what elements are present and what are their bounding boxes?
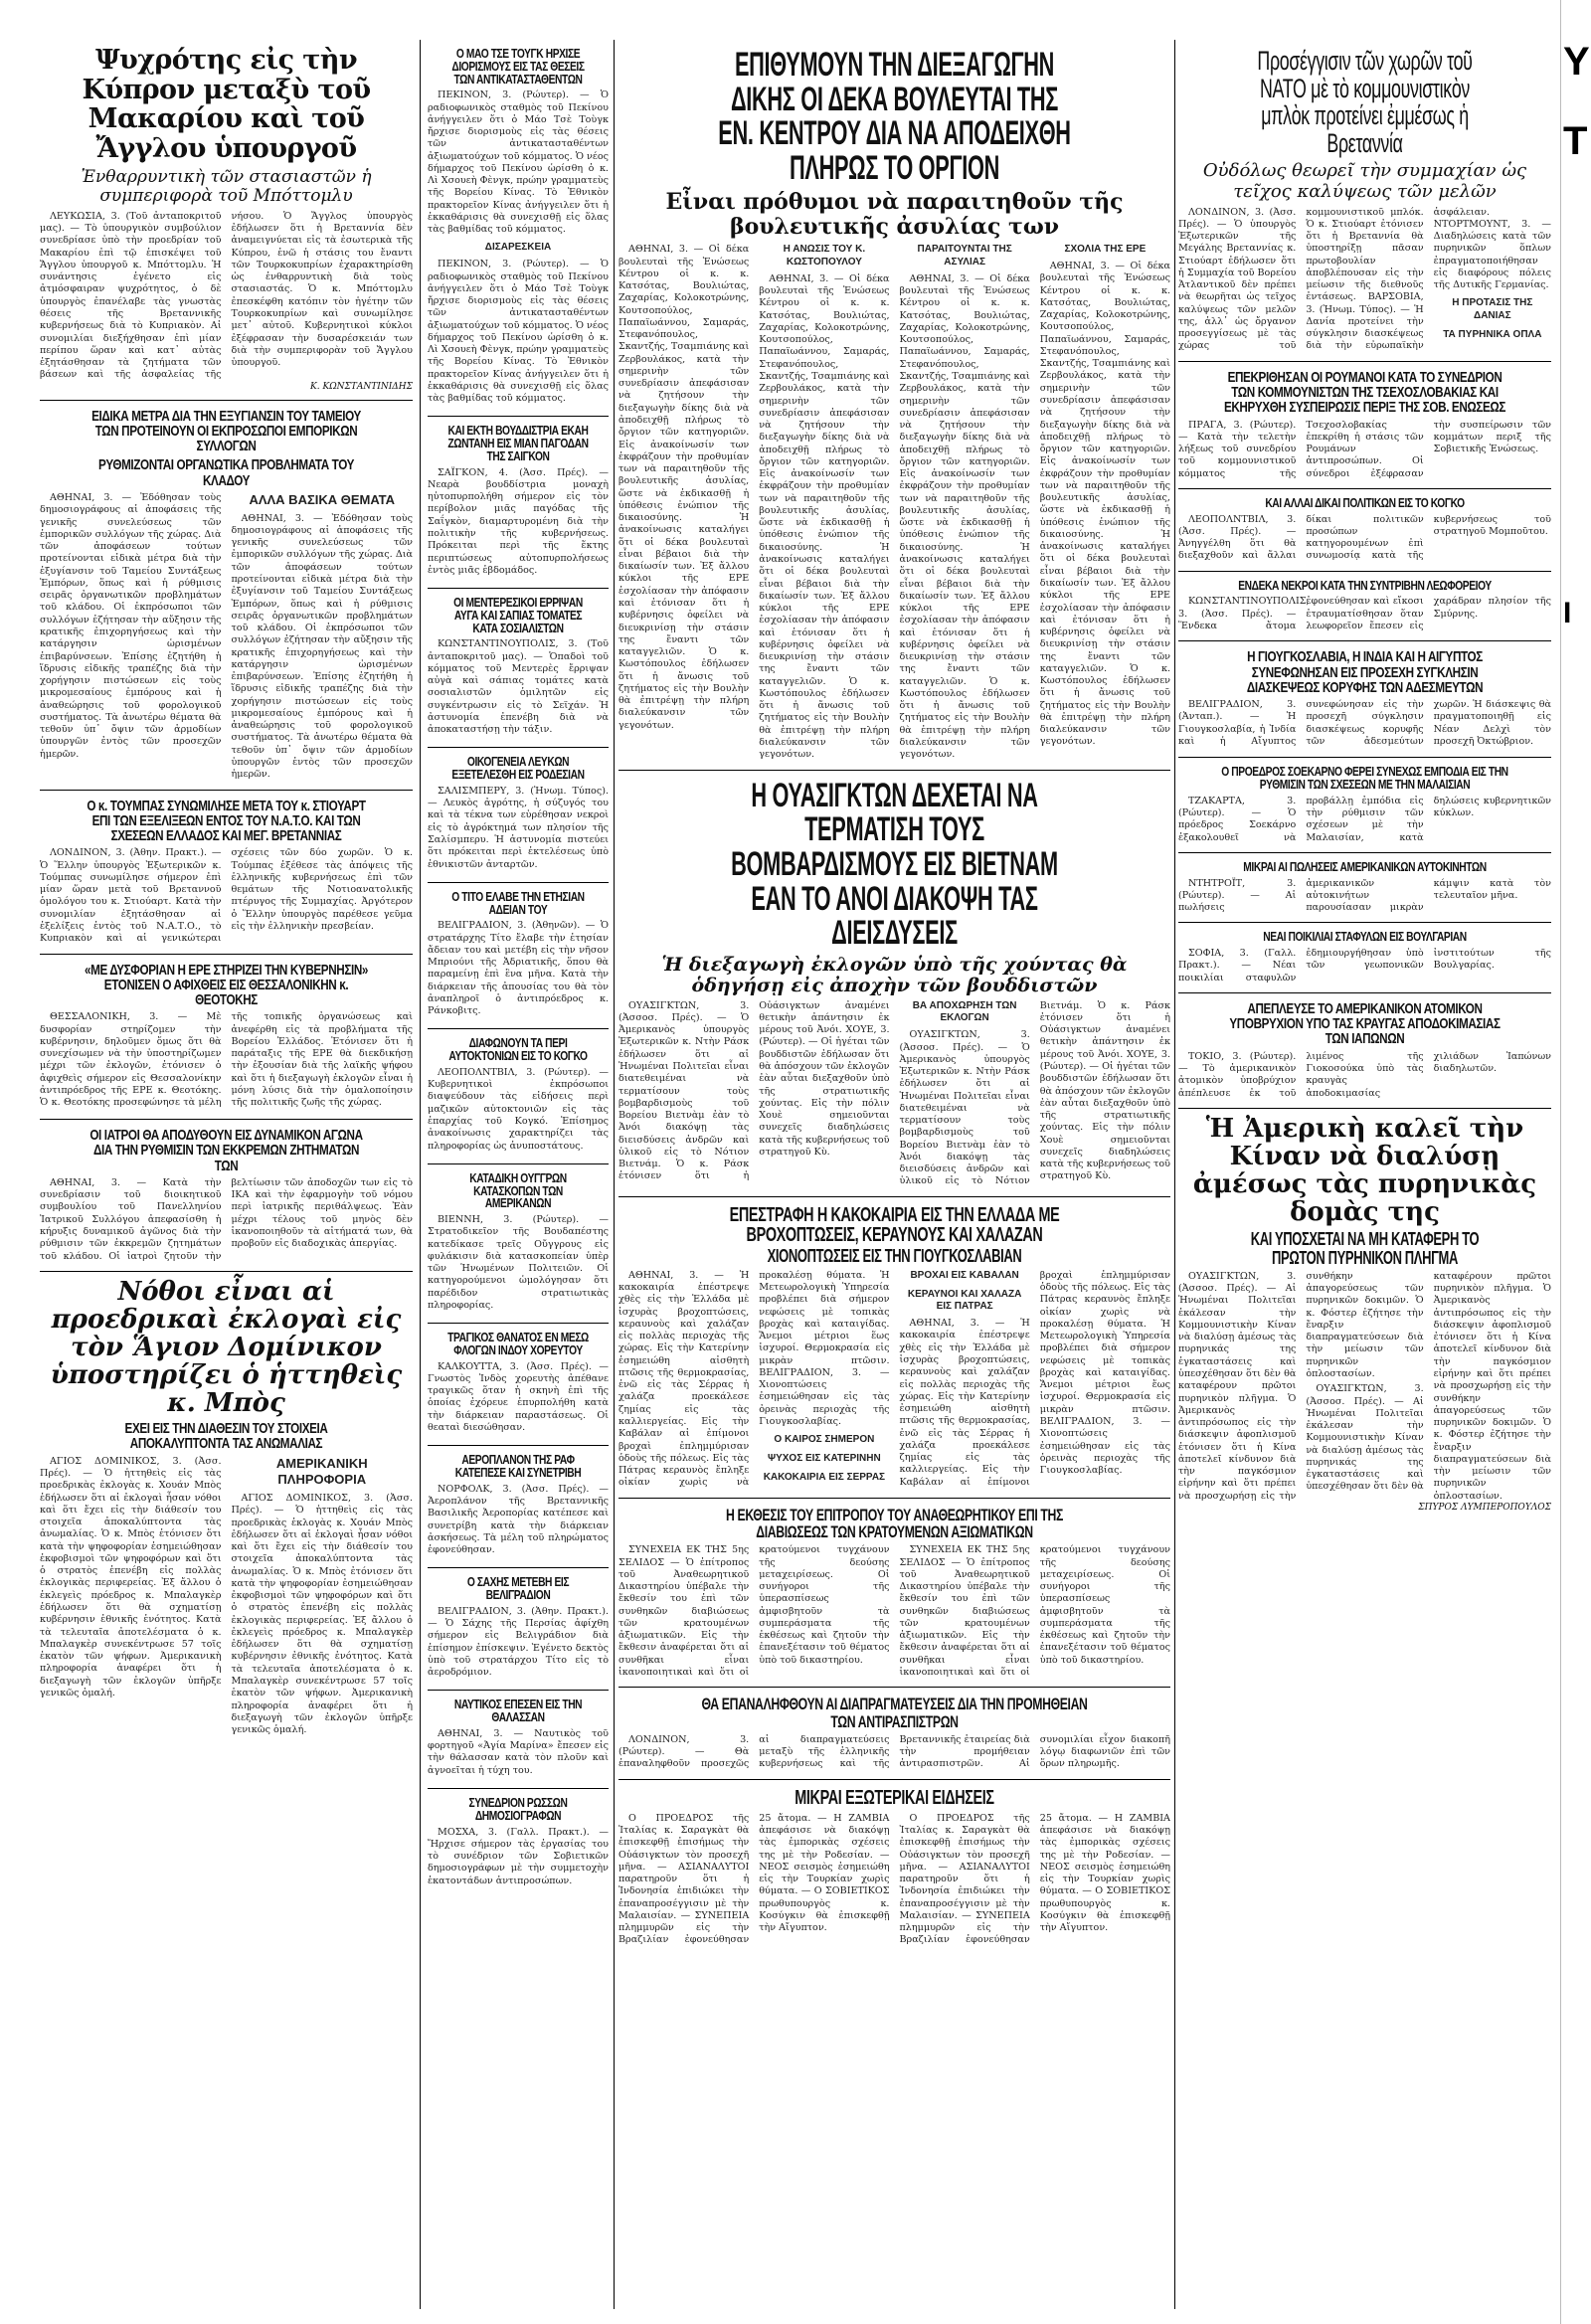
section-kicker: ΑΛΛΑ ΒΑΣΙΚΑ ΘΕΜΑΤΑ: [249, 492, 396, 508]
article-officers-report: [619, 1499, 1170, 1689]
headline: Ο ΣΑΧΗΣ ΜΕΤΕΒΗ ΕΙΣ ΒΕΛΙΓΡΑΔΙΟΝ: [466, 1575, 570, 1603]
article-negotiations: [619, 1688, 1170, 1780]
headline: Ἡ Ἀμερικὴ καλεῖ τὴν Κίναν νὰ διαλύσῃ ἀμέσως τὰς πυρηνικὰς δομὰς της: [1192, 1113, 1537, 1228]
headline: ΜΙΚΡΑΙ ΕΞΩΤΕΡΙΚΑΙ ΕΙΔΗΣΕΙΣ: [795, 1787, 994, 1810]
subheadline: Οὐδόλως θεωρεῖ τὴν συμμαχίαν ὡς τεῖχος καλύψεως τῶν μελῶν: [1202, 160, 1527, 202]
headline: ΕΠΕΣΤΡΑΦΗ Η ΚΑΚΟΚΑΙΡΙΑ ΕΙΣ ΤΗΝ ΕΛΛΑΔΑ ΜΕ ΒΡΟΧΟΠΤΩΣΕΙΣ, ΚΕΡΑΥΝΟΥΣ ΚΑΙ ΧΑΛΑΖΑΝ: [729, 1203, 1060, 1247]
article-body: [428, 467, 609, 577]
headline: Ψυχρότης εἰς τὴν Κύπρον μεταξὺ τοῦ Μακαρίου καὶ τοῦ Ἄγγλου ὑπουργοῦ: [82, 45, 371, 165]
headline: ΕΠΕΚΡΙΘΗΣΑΝ ΟΙ ΡΟΥΜΑΝΟΙ ΚΑΤΑ ΤΟ ΣΥΝΕΔΡΙΟΝ ΤΩΝ ΚΟΜΜΟΥΝΙΣΤΩΝ ΤΗΣ ΤΣΕΧΟΣΛΟΒΑΚΙΑΣ ΚΑΙ ΕΚΗΡΥΧΘΗ ΣΥΣΠΕΙΡΩΣΙΣ ΠΕΡΙΞ ΤΗΣ ΣΟΒ. ΕΝΩΣΕΩΣ: [1223, 368, 1506, 417]
paragraph: ΑΘΗΝΑΙ, 3. — Οἱ δέκα βουλευταὶ τῆς Ἑνώσεως Κέντρου οἱ κ. κ. Κατσότας, Βουλιώτας, Ζαχαρίας, Κολοκοτρώνης, Κουτσοπούλος, Παπαϊωάννου, Σαμαράς, Στεφανόπουλος, Σκαντζής, Τσαμπιάνης καὶ Ζερβουλάκος, κατὰ τὴν σημερινὴν τῶν συνεδρίασιν ἀπεφάσισαν νὰ ζητήσουν τὴν διεξαγωγὴν δίκης διὰ νὰ ἀποδειχθῇ πλήρως τὸ ὄργιον τῶν κατηγοριῶν. Εἰς ἀνακοίνωσίν των ἐκφράζουν τὴν προθυμίαν των νὰ παραιτηθοῦν τῆς βουλευτικῆς ἀσυλίας, ὥστε νὰ ἐκδικασθῇ ἡ ὑπόθεσις ἐνώπιον τῆς δικαιοσύνης. Ἡ ἀνακοίνωσις καταλήγει ὅτι οἱ δέκα βουλευταὶ εἶναι βέβαιοι διὰ τὴν δικαίωσίν των. Ἐξ ἄλλου κύκλοι τῆς ΕΡΕ ἐσχολίασαν τὴν ἀπόφασιν καὶ ἐτόνισαν ὅτι ἡ κυβέρνησις ὀφείλει νὰ διευκρινίσῃ τὴν στάσιν της ἔναντι τῶν καταγγελιῶν. Ὁ κ. Κωστόπουλος ἐδήλωσεν ὅτι ἡ ἄνωσις τοῦ ζητήματος εἰς τὴν Βουλὴν θὰ ἐπιτρέψῃ τὴν πλήρη διαλεύκανσιν τῶν γεγονότων.: [759, 272, 890, 761]
paragraph: ΑΘΗΝΑΙ, 3. — Ἡ κακοκαιρία ἐπέστρεψε χθὲς εἰς τὴν Ἑλλάδα μὲ ἰσχυρὰς βροχοπτώσεις, κεραυνοὺς καὶ χαλάζαν εἰς πολλὰς περιοχὰς τῆς χώρας. Εἰς τὴν Κατερίνην ἐσημειώθη αἰσθητὴ πτῶσις τῆς θερμοκρασίας, ἐνῶ εἰς τὰς Σέρρας ἡ χαλάζα προεκάλεσε ζημίας εἰς τὰς καλλιεργείας. Εἰς τὴν Καβάλαν αἱ ἐπίμονοι βροχαὶ ἐπλημμύρισαν ὁδοὺς τῆς πόλεως. Εἰς τὰς Πάτρας κεραυνὸς ἔπληξε οἰκίαν χωρὶς νὰ προκαλέσῃ θύματα. Ἡ Μετεωρολογικὴ Ὑπηρεσία προβλέπει διὰ σήμερον νεφώσεις μὲ τοπικὰς βροχὰς καὶ καταιγίδας. Ἄνεμοι μέτριοι ἕως ἰσχυροί. Θερμοκρασία εἰς μικρὰν πτῶσιν. ΒΕΛΙΓΡΑΔΙΟΝ, 3. — Χιονοπτώσεις ἐσημειώθησαν εἰς τὰς ὀρεινὰς περιοχὰς τῆς Γιουγκοσλαβίας.: [619, 1269, 890, 1489]
subheadline: ΡΥΘΜΙΖΟΝΤΑΙ ΟΡΓΑΝΩΤΙΚΑ ΠΡΟΒΛΗΜΑΤΑ ΤΟΥ ΚΛΑΔΟΥ: [97, 456, 355, 489]
headline: Προσέγγισιν τῶν χωρῶν τοῦ ΝΑΤΟ μὲ τὸ κομμουνιστικὸν μπλὸκ προτείνει ἐμμέσως ἡ Βρεταννία: [1257, 46, 1473, 158]
article-tito-leave: [428, 883, 609, 1030]
paragraph: ΣΥΝΕΧΕΙΑ ΕΚ ΤΗΣ 5ης ΣΕΛΙΔΟΣ — Ὁ ἐπίτροπος τοῦ Ἀναθεωρητικοῦ Δικαστηρίου ὑπέβαλε τὴν ἔκθεσίν του ἐπὶ τῶν συνθηκῶν διαβιώσεως τῶν κρατουμένων ἀξιωματικῶν. Εἰς τὴν ἔκθεσιν ἀναφέρεται ὅτι αἱ συνθῆκαι εἶναι ἱκανοποιητικαὶ καὶ ὅτι οἱ κρατούμενοι τυγχάνουν τῆς δεούσης μεταχειρίσεως. Οἱ συνήγοροι τῆς ὑπερασπίσεως ἀμφισβητοῦν τὰ συμπεράσματα τῆς ἐκθέσεως καὶ ζητοῦν τὴν ἐπανεξέτασιν τοῦ θέματος ὑπὸ τοῦ δικαστηρίου.: [619, 1544, 890, 1678]
article-body: [619, 1734, 1170, 1772]
article-body: [428, 1361, 609, 1435]
section-kicker: ΨΥΧΟΣ ΕΙΣ ΚΑΤΕΡΙΝΗΝ: [768, 1453, 881, 1465]
subheadline: ΧΙΟΝΟΠΤΩΣΕΙΣ ΕΙΣ ΤΗΝ ΓΙΟΥΓΚΟΣΛΑΒΙΑΝ: [767, 1246, 1022, 1267]
headline: ΑΠΕΠΛΕΥΣΕ ΤΟ ΑΜΕΡΙΚΑΝΙΚΟΝ ΑΤΟΜΙΚΟΝ ΥΠΟΒΡΥΧΙΟΝ ΥΠΟ ΤΑΣ ΚΡΑΥΓΑΣ ΑΠΟΔΟΚΙΜΑΣΙΑΣ ΤΩΝ ΙΑΠΩΝΩΝ: [1229, 999, 1501, 1048]
paragraph: ΤΖΑΚΑΡΤΑ, 3. (Ρώυτερ). — Ὁ πρόεδρος Σοεκάρνο ἐξακολουθεῖ νὰ προβάλλῃ ἐμπόδια εἰς τὴν ρύθμισιν τῶν σχέσεων μὲ τὴν Μαλαισίαν, κατὰ δηλώσεις κυβερνητικῶν κύκλων.: [1178, 795, 1551, 843]
section-kicker: ΑΜΕΡΙΚΑΝΙΚΗ ΠΛΗΡΟΦΟΡΙΑ: [275, 1455, 368, 1488]
article-washington-bombing: [619, 771, 1170, 1197]
subheadline: ΕΧΕΙ ΕΙΣ ΤΗΝ ΔΙΑΘΕΣΙΝ ΤΟΥ ΣΤΟΙΧΕΙΑ ΑΠΟΚΑΛΥΠΤΟΝΤΑ ΤΑΣ ΑΝΩΜΑΛΙΑΣ: [124, 1420, 328, 1453]
adjacent-page-edge: Υ Τ Ι: [1560, 0, 1591, 2324]
paragraph: ΤΟΚΙΟ, 3. (Ρώυτερ). — Τὸ ἀμερικανικὸν ἀτομικὸν ὑποβρύχιον ἀπέπλευσε ἐκ τοῦ λιμένος τῆς Γιοκοσούκα ὑπὸ τὰς κραυγὰς ἀποδοκιμασίας χιλιάδων Ἰαπώνων διαδηλωτῶν.: [1178, 1050, 1551, 1099]
article-body: [428, 1214, 609, 1312]
article-body: [1178, 420, 1551, 480]
paragraph: ΑΓΙΟΣ ΔΟΜΙΝΙΚΟΣ, 3. (Ἀσσ. Πρές). — Ὁ ἡττηθεὶς εἰς τὰς προεδρικὰς ἐκλογὰς κ. Χουάν Μπὸς ἐδήλωσεν ὅτι αἱ ἐκλογαὶ ἦσαν νόθοι καὶ ὅτι ἔχει εἰς τὴν διάθεσίν του στοιχεῖα ἀποκαλύπτοντα τὰς ἀνωμαλίας. Ὁ κ. Μπὸς ἐτόνισεν ὅτι κατὰ τὴν ψηφοφορίαν ἐσημειώθησαν ἐκφοβισμοὶ τῶν ψηφοφόρων καὶ ὅτι ὁ στρατὸς ἐπενέβη εἰς πολλὰς ἐκλογικὰς περιφερείας. Ἐξ ἄλλου ὁ ἐκλεγεὶς πρόεδρος κ. Μπαλαγκὲρ ἐδήλωσεν ὅτι θὰ σχηματίσῃ κυβέρνησιν ἐθνικῆς ἑνότητος. Κατὰ τὰ τελευταῖα ἀποτελέσματα ὁ κ. Μπαλαγκὲρ συνεκέντρωσε 57 τοῖς ἑκατὸν τῶν ψήφων. Ἀμερικανικὴ πληροφορία ἀναφέρει ὅτι ἡ διεξαγωγὴ τῶν ἐκλογῶν ὑπῆρξε γενικῶς ὁμαλή.: [231, 1493, 413, 1736]
article-dominican-elections: [40, 1272, 413, 1745]
paragraph: ΝΟΡΦΟΛΚ, 3. (Ἀσσ. Πρές). — Ἀεροπλάνον τῆς Βρεταννικῆς Βασιλικῆς Ἀεροπορίας κατέπεσε καὶ συνετρίβη κατὰ τὴν διάρκειαν ἀσκήσεως. Τὰ μέλη τοῦ πληρώματος ἐφονεύθησαν.: [428, 1483, 609, 1556]
headline: ΜΙΚΡΑΙ ΑΙ ΠΩΛΗΣΕΙΣ ΑΜΕΡΙΚΑΝΙΚΩΝ ΑΥΤΟΚΙΝΗΤΩΝ: [1243, 859, 1487, 874]
article-body: [428, 1484, 609, 1557]
headline: ΟΙ ΜΕΝΤΕΡΕΣΙΚΟΙ ΕΡΡΙΨΑΝ ΑΥΓΑ ΚΑΙ ΣΑΠΙΑΣ ΤΟΜΑΤΕΣ ΚΑΤΑ ΣΟΣΙΑΛΙΣΤΩΝ: [453, 596, 583, 635]
paragraph: Ο ΠΡΟΕΔΡΟΣ τῆς Ἰταλίας κ. Σαραγκὰτ θὰ ἐπισκεφθῇ ἐπισήμως τὴν Οὐάσιγκτων τὸν προσεχῆ μῆνα. — ΑΣΙΑΝΑΛΥΤΟΙ παρατηροῦν ὅτι ἡ Ἰνδονησία ἐπιδιώκει τὴν ἐπαναπροσέγγισιν μὲ τὴν Μαλαισίαν. — ΣΥΝΕΠΕΙΑ πλημμυρῶν εἰς τὴν Βραζιλίαν ἐφονεύθησαν 25 ἄτομα. — Η ΖΑΜΒΙΑ ἀπεφάσισε νὰ διακόψῃ τὰς ἐμπορικὰς σχέσεις της μὲ τὴν Ροδεσίαν. — ΝΕΟΣ σεισμὸς ἐσημειώθη εἰς τὴν Τουρκίαν χωρὶς θύματα. — Ο ΣΟΒΙΕΤΙΚΟΣ πρωθυπουργὸς κ. Κοσύγκιν θὰ ἐπισκεφθῇ τὴν Αἴγυπτον.: [619, 1812, 890, 1946]
article-body: [40, 1456, 413, 1737]
paragraph: ΜΟΣΧΑ, 3. (Γαλλ. Πρακτ.). — Ἤρχισε σήμερον τὰς ἐργασίας του τὸ συνέδριον τῶν Σοβιετικῶν δημοσιογράφων μὲ τὴν συμμετοχὴν ἑκατοντάδων ἀντιπροσώπων.: [428, 1826, 609, 1886]
article-bad-weather: [619, 1197, 1170, 1499]
headline: ΚΑΙ ΕΚΤΗ ΒΟΥΔΔΙΣΤΡΙΑ ΕΚΑΗ ΖΩΝΤΑΝΗ ΕΙΣ ΜΙΑΝ ΠΑΓΟΔΑΝ ΤΗΣ ΣΑΙΓΚΟΝ: [447, 424, 589, 463]
article-congo-trials: [1178, 489, 1551, 572]
byline: Κ. ΚΩΝΣΤΑΝΤΙΝΙΔΗΣ: [310, 381, 413, 392]
article-sukarno-malaysia: [1178, 758, 1551, 853]
article-merchants-fund: [40, 401, 413, 791]
article-soviet-journalists: [428, 1789, 609, 1898]
paragraph: ΑΘΗΝΑΙ, 3. — Οἱ δέκα βουλευταὶ τῆς Ἑνώσεως Κέντρου οἱ κ. κ. Κατσότας, Βουλιώτας, Ζαχαρίας, Κολοκοτρώνης, Κουτσοπούλος, Παπαϊωάννου, Σαμαράς, Στεφανόπουλος, Σκαντζής, Τσαμπιάνης καὶ Ζερβουλάκος, κατὰ τὴν σημερινὴν τῶν συνεδρίασιν ἀπεφάσισαν νὰ ζητήσουν τὴν διεξαγωγὴν δίκης διὰ νὰ ἀποδειχθῇ πλήρως τὸ ὄργιον τῶν κατηγοριῶν. Εἰς ἀνακοίνωσίν των ἐκφράζουν τὴν προθυμίαν των νὰ παραιτηθοῦν τῆς βουλευτικῆς ἀσυλίας, ὥστε νὰ ἐκδικασθῇ ἡ ὑπόθεσις ἐνώπιον τῆς δικαιοσύνης. Ἡ ἀνακοίνωσις καταλήγει ὅτι οἱ δέκα βουλευταὶ εἶναι βέβαιοι διὰ τὴν δικαίωσίν των. Ἐξ ἄλλου κύκλοι τῆς ΕΡΕ ἐσχολίασαν τὴν ἀπόφασιν καὶ ἐτόνισαν ὅτι ἡ κυβέρνησις ὀφείλει νὰ διευκρινίσῃ τὴν στάσιν της ἔναντι τῶν καταγγελιῶν. Ὁ κ. Κωστόπουλος ἐδήλωσεν ὅτι ἡ ἄνωσις τοῦ ζητήματος εἰς τὴν Βουλὴν θὰ ἐπιτρέψῃ τὴν πλήρη διαλεύκανσιν τῶν γεγονότων.: [899, 272, 1030, 761]
article-bus-crash: [1178, 572, 1551, 642]
section-kicker: ΚΕΡΑΥΝΟΙ ΚΑΙ ΧΑΛΑΖΑ ΕΙΣ ΠΑΤΡΑΣ: [907, 1288, 1022, 1313]
article-body: [1178, 699, 1551, 749]
article-body: [40, 1011, 413, 1111]
section-kicker: ΒΑ ΑΠΟΧΩΡΗΣΗ ΤΩΝ ΕΚΛΟΓΩΝ: [912, 999, 1017, 1024]
headline: ΚΑΤΑΔΙΚΗ ΟΥΓΓΡΩΝ ΚΑΤΑΣΚΟΠΩΝ ΤΩΝ ΑΜΕΡΙΚΑΝΩΝ: [469, 1170, 567, 1211]
paragraph: ΑΘΗΝΑΙ, 3. — Οἱ δέκα βουλευταὶ τῆς Ἑνώσεως Κέντρου οἱ κ. κ. Κατσότας, Βουλιώτας, Ζαχαρίας, Κολοκοτρώνης, Κουτσοπούλος, Παπαϊωάννου, Σαμαράς, Στεφανόπουλος, Σκαντζής, Τσαμπιάνης καὶ Ζερβουλάκος, κατὰ τὴν σημερινὴν τῶν συνεδρίασιν ἀπεφάσισαν νὰ ζητήσουν τὴν διεξαγωγὴν δίκης διὰ νὰ ἀποδειχθῇ πλήρως τὸ ὄργιον τῶν κατηγοριῶν. Εἰς ἀνακοίνωσίν των ἐκφράζουν τὴν προθυμίαν των νὰ παραιτηθοῦν τῆς βουλευτικῆς ἀσυλίας, ὥστε νὰ ἐκδικασθῇ ἡ ὑπόθεσις ἐνώπιον τῆς δικαιοσύνης. Ἡ ἀνακοίνωσις καταλήγει ὅτι οἱ δέκα βουλευταὶ εἶναι βέβαιοι διὰ τὴν δικαίωσίν των. Ἐξ ἄλλου κύκλοι τῆς ΕΡΕ ἐσχολίασαν τὴν ἀπόφασιν καὶ ἐτόνισαν ὅτι ἡ κυβέρνησις ὀφείλει νὰ διευκρινίσῃ τὴν στάσιν της ἔναντι τῶν καταγγελιῶν. Ὁ κ. Κωστόπουλος ἐδήλωσεν ὅτι ἡ ἄνωσις τοῦ ζητήματος εἰς τὴν Βουλὴν θὰ ἐπιτρέψῃ τὴν πλήρη διαλεύκανσιν τῶν γεγονότων.: [619, 244, 750, 731]
article-body: [428, 1728, 609, 1777]
article-us-car-sales: [1178, 853, 1551, 924]
article-body: [619, 244, 1170, 761]
paragraph: ΑΘΗΝΑΙ, 3. — Ἡ κακοκαιρία ἐπέστρεψε χθὲς εἰς τὴν Ἑλλάδα μὲ ἰσχυρὰς βροχοπτώσεις, κεραυνοὺς καὶ χαλάζαν εἰς πολλὰς περιοχὰς τῆς χώρας. Εἰς τὴν Κατερίνην ἐσημειώθη αἰσθητὴ πτῶσις τῆς θερμοκρασίας, ἐνῶ εἰς τὰς Σέρρας ἡ χαλάζα προεκάλεσε ζημίας εἰς τὰς καλλιεργείας. Εἰς τὴν Καβάλαν αἱ ἐπίμονοι βροχαὶ ἐπλημμύρισαν ὁδοὺς τῆς πόλεως. Εἰς τὰς Πάτρας κεραυνὸς ἔπληξε οἰκίαν χωρὶς νὰ προκαλέσῃ θύματα. Ἡ Μετεωρολογικὴ Ὑπηρεσία προβλέπει διὰ σήμερον νεφώσεις μὲ τοπικὰς βροχὰς καὶ καταιγίδας. Ἄνεμοι μέτριοι ἕως ἰσχυροί. Θερμοκρασία εἰς μικρὰν πτῶσιν. ΒΕΛΙΓΡΑΔΙΟΝ, 3. — Χιονοπτώσεις ἐσημειώθησαν εἰς τὰς ὀρεινὰς περιοχὰς τῆς Γιουγκοσλαβίας.: [899, 1269, 1170, 1488]
article-sailor-sea: [428, 1691, 609, 1789]
article-body: [428, 638, 609, 736]
article-body: [1178, 796, 1551, 844]
headline: ΤΡΑΓΙΚΟΣ ΘΑΝΑΤΟΣ ΕΝ ΜΕΣΩ ΦΛΟΓΩΝ ΙΝΔΟΥ ΧΟΡΕΥΤΟΥ: [447, 1331, 589, 1357]
article-rhodesia-family: [428, 748, 609, 882]
article-hungarian-spies: [428, 1164, 609, 1324]
headline: ΣΥΝΕΔΡΙΟΝ ΡΩΣΣΩΝ ΔΗΜΟΣΙΟΓΡΑΦΩΝ: [468, 1796, 568, 1823]
article-body: [619, 1000, 1170, 1188]
headline: ΑΕΡΟΠΛΑΝΟΝ ΤΗΣ ΡΑΦ ΚΑΤΕΠΕΣΕ ΚΑΙ ΣΥΝΕΤΡΙΒΗ: [454, 1453, 582, 1480]
headline: ΕΝΔΕΚΑ ΝΕΚΡΟΙ ΚΑΤΑ ΤΗΝ ΣΥΝΤΡΙΒΗΝ ΛΕΩΦΟΡΕΙΟΥ: [1238, 578, 1492, 593]
article-raf-crash: [428, 1446, 609, 1568]
article-us-china-nuclear: [1178, 1109, 1551, 1520]
paragraph: ΛΟΝΔΙΝΟΝ, 3. (Ἀθην. Πρακτ.). — Ὁ Ἕλλην ὑπουργὸς Ἐξωτερικῶν κ. Τούμπας συνωμίλησε σήμερον ἐπὶ μίαν ὥραν μετὰ τοῦ Βρεταννοῦ ὁμολόγου του κ. Στιούαρτ. Κατὰ τὴν συνομιλίαν ἐξητάσθησαν αἱ ἐξελίξεις ἐντὸς τοῦ Ν.Α.Τ.Ο., τὸ Κυπριακὸν καὶ αἱ γενικώτεραι σχέσεις τῶν δύο χωρῶν. Ὁ κ. Τούμπας ἐξέθεσε τὰς ἀπόψεις τῆς ἑλληνικῆς κυβερνήσεως ἐπὶ τῶν θεμάτων τῆς Νοτιοανατολικῆς πτέρυγος τῆς Συμμαχίας. Ἀργότερον ὁ Ἕλλην ὑπουργὸς παρέθεσε γεῦμα εἰς τὴν ἑλληνικὴν πρεσβείαν.: [40, 847, 413, 945]
column-rule: [420, 40, 421, 2309]
article-body: [428, 1067, 609, 1153]
section-kicker: ΚΑΚΟΚΑΙΡΙΑ ΕΙΣ ΣΕΡΡΑΣ: [763, 1471, 886, 1483]
paragraph: ΒΕΛΙΓΡΑΔΙΟΝ, 3. (Ἀθηνῶν). — Ὁ στρατάρχης Τίτο ἔλαβε τὴν ἐτησίαν ἄδειαν του καὶ μετέβη εἰς τὴν νῆσον Μπριούνι τῆς Ἀδριατικῆς, ὅπου θὰ παραμείνῃ ἐπὶ ἓνα μῆνα. Κατὰ τὴν διάρκειαν τῆς ἀπουσίας του θὰ τὸν ἀναπληροῖ ὁ ἀντιπρόεδρος κ. Ράνκοβιτς.: [428, 920, 609, 1017]
article-body: [1178, 948, 1551, 984]
paragraph: ΑΘΗΝΑΙ, 3. — Ναυτικὸς τοῦ φορτηγοῦ «Ἀγία Μαρίνα» ἔπεσεν εἰς τὴν θάλασσαν κατὰ τὸν πλοῦν καὶ ἀγνοεῖται ἡ τύχη του.: [428, 1727, 609, 1776]
paragraph: Ο ΠΡΟΕΔΡΟΣ τῆς Ἰταλίας κ. Σαραγκὰτ θὰ ἐπισκεφθῇ ἐπισήμως τὴν Οὐάσιγκτων τὸν προσεχῆ μῆνα. — ΑΣΙΑΝΑΛΥΤΟΙ παρατηροῦν ὅτι ἡ Ἰνδονησία ἐπιδιώκει τὴν ἐπαναπροσέγγισιν μὲ τὴν Μαλαισίαν. — ΣΥΝΕΠΕΙΑ πλημμυρῶν εἰς τὴν Βραζιλίαν ἐφονεύθησαν 25 ἄτομα. — Η ΖΑΜΒΙΑ ἀπεφάσισε νὰ διακόψῃ τὰς ἐμπορικὰς σχέσεις της μὲ τὴν Ροδεσίαν. — ΝΕΟΣ σεισμὸς ἐσημειώθη εἰς τὴν Τουρκίαν χωρὶς θύματα. — Ο ΣΟΒΙΕΤΙΚΟΣ πρωθυπουργὸς κ. Κοσύγκιν θὰ ἐπισκεφθῇ τὴν Αἴγυπτον.: [899, 1812, 1170, 1946]
article-body: [1178, 1271, 1551, 1503]
article-body: [1178, 514, 1551, 563]
paragraph: ΚΩΝΣΤΑΝΤΙΝΟΥΠΟΛΙΣ, 3. (Τοῦ ἀνταποκριτοῦ μας). — Ὁπαδοὶ τοῦ κόμματος τοῦ Μεντερὲς ἔρριψαν αὐγὰ καὶ σάπιας τομάτες κατὰ σοσιαλιστῶν ὁμιλητῶν εἰς συγκέντρωσιν εἰς τὸ Σεϊχάν. Ἡ ἀστυνομία ἐπενέβη διὰ νὰ ἀποκαταστήσῃ τὴν τάξιν.: [428, 638, 609, 736]
article-bulgarian-grapes: [1178, 923, 1551, 993]
article-body: [428, 89, 609, 405]
paragraph: ΑΘΗΝΑΙ, 3. — Οἱ δέκα βουλευταὶ τῆς Ἑνώσεως Κέντρου οἱ κ. κ. Κατσότας, Βουλιώτας, Ζαχαρίας, Κολοκοτρώνης, Κουτσοπούλος, Παπαϊωάννου, Σαμαράς, Στεφανόπουλος, Σκαντζής, Τσαμπιάνης καὶ Ζερβουλάκος, κατὰ τὴν σημερινὴν τῶν συνεδρίασιν ἀπεφάσισαν νὰ ζητήσουν τὴν διεξαγωγὴν δίκης διὰ νὰ ἀποδειχθῇ πλήρως τὸ ὄργιον τῶν κατηγοριῶν. Εἰς ἀνακοίνωσίν των ἐκφράζουν τὴν προθυμίαν των νὰ παραιτηθοῦν τῆς βουλευτικῆς ἀσυλίας, ὥστε νὰ ἐκδικασθῇ ἡ ὑπόθεσις ἐνώπιον τῆς δικαιοσύνης. Ἡ ἀνακοίνωσις καταλήγει ὅτι οἱ δέκα βουλευταὶ εἶναι βέβαιοι διὰ τὴν δικαίωσίν των. Ἐξ ἄλλου κύκλοι τῆς ΕΡΕ ἐσχολίασαν τὴν ἀπόφασιν καὶ ἐτόνισαν ὅτι ἡ κυβέρνησις ὀφείλει νὰ διευκρινίσῃ τὴν στάσιν της ἔναντι τῶν καταγγελιῶν. Ὁ κ. Κωστόπουλος ἐδήλωσεν ὅτι ἡ ἄνωσις τοῦ ζητήματος εἰς τὴν Βουλὴν θὰ ἐπιτρέψῃ τὴν πλήρη διαλεύκανσιν τῶν γεγονότων.: [1039, 261, 1170, 748]
column-3: [619, 40, 1170, 2309]
article-congo-suicides: [428, 1029, 609, 1163]
section-kicker: ΒΡΟΧΑΙ ΕΙΣ ΚΑΒΑΛΑΝ: [910, 1269, 1019, 1281]
section-kicker: Η ΑΝΩΣΙΣ ΤΟΥ Κ. ΚΩΣΤΟΠΟΥΛΟΥ: [783, 244, 866, 268]
paragraph: ΒΕΛΙΓΡΑΔΙΟΝ, 3. (Ἀθην. Πρακτ.). — Ὁ Σάχης τῆς Περσίας ἀφίχθη σήμερον εἰς Βελιγράδιον διὰ ἐπίσημον ἐπίσκεψιν. Ἐγένετο δεκτὸς ὑπὸ τοῦ στρατάρχου Τίτο εἰς τὸ ἀεροδρόμιον.: [428, 1605, 609, 1679]
article-foreign-briefs: [619, 1780, 1170, 1954]
paragraph: ΒΙΕΝΝΗ, 3. (Ρώυτερ). — Στρατοδικεῖον τῆς Βουδαπέστης κατεδίκασε τρεῖς Οὔγγρους εἰς φυλάκισιν διὰ κατασκοπείαν ὑπὲρ τῶν Ἡνωμένων Πολιτειῶν. Οἱ κατηγορούμενοι ὡμολόγησαν ὅτι παρέδιδον στρατιωτικὰς πληροφορίας.: [428, 1214, 609, 1311]
article-body: [1178, 878, 1551, 915]
paragraph: ΛΕΟΠΟΛΝΤΒΙΛ, 3. (Ἀσσ. Πρές). — Ἀνηγγέλθη ὅτι θὰ διεξαχθοῦν καὶ ἄλλαι δίκαι πολιτικῶν προσώπων κατηγορουμένων ἐπὶ συνωμοσίᾳ κατὰ τῆς κυβερνήσεως τοῦ στρατηγοῦ Μομποῦτου.: [1178, 513, 1551, 562]
column-1: [40, 40, 413, 2309]
headline: Η ΓΙΟΥΓΚΟΣΛΑΒΙΑ, Η ΙΝΔΙΑ ΚΑΙ Η ΑΙΓΥΠΤΟΣ ΣΥΝΕΦΩΝΗΣΑΝ ΕΙΣ ΠΡΟΣΕΧΗ ΣΥΓΚΛΗΣΙΝ ΔΙΑΣΚΕΨΕΩΣ ΚΟΡΥΦΗΣ ΤΩΝ ΑΔΕΣΜΕΥΤΩΝ: [1246, 648, 1484, 696]
article-body: [1178, 596, 1551, 632]
paragraph: ΑΘΗΝΑΙ, 3. — Ἐδόθησαν τοὺς δημοσιογράφους αἱ ἀποφάσεις τῆς γενικῆς συνελεύσεως τῶν ἐμπορικῶν συλλόγων τῆς χώρας. Διὰ τῶν ἀποφάσεων τούτων προτείνονται εἰδικὰ μέτρα διὰ τὴν ἐξυγίανσιν τοῦ Ταμείου Συντάξεως Ἐμπόρων, ὅπως καὶ ἡ ρύθμισις σειρᾶς ὀργανωτικῶν προβλημάτων τοῦ κλάδου. Οἱ ἐκπρόσωποι τῶν συλλόγων ἐζήτησαν τὴν αὔξησιν τῆς κρατικῆς ἐπιχορηγήσεως καὶ τὴν κατάργησιν ὡρισμένων ἐπιβαρύνσεων. Ἐπίσης ἐζητήθη ἡ ἵδρυσις εἰδικῆς τραπέζης διὰ τὴν χορήγησιν πιστώσεων εἰς τοὺς μικρομεσαίους ἐμπόρους καὶ ἡ ἀναθεώρησις τοῦ φορολογικοῦ συστήματος. Τὰ ἀνωτέρω θέματα θὰ τεθοῦν ὑπ᾿ ὄψιν τῶν ἁρμοδίων ὑπουργῶν ἐντὸς τῶν προσεχῶν ἡμερῶν.: [231, 512, 413, 781]
paragraph: ΟΥΑΣΙΓΚΤΩΝ, 3. (Ἀσσοσ. Πρές). — Αἱ Ἡνωμέναι Πολιτεῖαι ἐκάλεσαν τὴν Κομμουνιστικὴν Κίναν νὰ διαλύσῃ ἀμέσως τὰς πυρηνικάς της ἐγκαταστάσεις καὶ ὑπεσχέθησαν ὅτι δὲν θὰ καταφέρουν πρῶτοι πυρηνικὸν πλῆγμα. Ὁ Ἀμερικανὸς ἀντιπρόσωπος εἰς τὴν διάσκεψιν ἀφοπλισμοῦ ἐτόνισεν ὅτι ἡ Κίνα ἀποτελεῖ κίνδυνον διὰ τὴν παγκόσμιον εἰρήνην καὶ ὅτι πρέπει νὰ προσχωρήσῃ εἰς τὴν συνθήκην ἀπαγορεύσεως τῶν πυρηνικῶν δοκιμῶν. Ὁ κ. Φόστερ ἐζήτησε τὴν ἔναρξιν διαπραγματεύσεων διὰ τὴν μείωσιν τῶν πυρηνικῶν ὁπλοστασίων.: [1306, 1270, 1551, 1502]
paragraph: ΑΘΗΝΑΙ, 3. — Ἐδόθησαν τοὺς δημοσιογράφους αἱ ἀποφάσεις τῆς γενικῆς συνελεύσεως τῶν ἐμπορικῶν συλλόγων τῆς χώρας. Διὰ τῶν ἀποφάσεων τούτων προτείνονται εἰδικὰ μέτρα διὰ τὴν ἐξυγίανσιν τοῦ Ταμείου Συντάξεως Ἐμπόρων, ὅπως καὶ ἡ ρύθμισις σειρᾶς ὀργανωτικῶν προβλημάτων τοῦ κλάδου. Οἱ ἐκπρόσωποι τῶν συλλόγων ἐζήτησαν τὴν αὔξησιν τῆς κρατικῆς ἐπιχορηγήσεως καὶ τὴν κατάργησιν ὡρισμένων ἐπιβαρύνσεων. Ἐπίσης ἐζητήθη ἡ ἵδρυσις εἰδικῆς τραπέζης διὰ τὴν χορήγησιν πιστώσεων εἰς τοὺς μικρομεσαίους ἐμπόρους καὶ ἡ ἀναθεώρησις τοῦ φορολογικοῦ συστήματος. Τὰ ἀνωτέρω θέματα θὰ τεθοῦν ὑπ᾿ ὄψιν τῶν ἁρμοδίων ὑπουργῶν ἐντὸς τῶν προσεχῶν ἡμερῶν.: [40, 492, 222, 760]
article-nato-rapprochement: [1178, 40, 1551, 362]
article-body: [619, 1270, 1170, 1490]
headline: Ο κ. ΤΟΥΜΠΑΣ ΣΥΝΩΜΙΛΗΣΕ ΜΕΤΑ ΤΟΥ κ. ΣΤΙΟΥΑΡΤ ΕΠΙ ΤΩΝ ΕΞΕΛΙΞΕΩΝ ΕΝΤΟΣ ΤΟΥ Ν.Α.Τ.Ο. ΚΑΙ ΤΩΝ ΣΧΕΣΕΩΝ ΕΛΛΑΔΟΣ ΚΑΙ ΜΕΓ. ΒΡΕΤΑΝΝΙΑΣ: [87, 797, 366, 845]
article-body: [1178, 207, 1551, 353]
article-body: [40, 492, 413, 781]
paragraph: ΑΓΙΟΣ ΔΟΜΙΝΙΚΟΣ, 3. (Ἀσσ. Πρές). — Ὁ ἡττηθεὶς εἰς τὰς προεδρικὰς ἐκλογὰς κ. Χουάν Μπὸς ἐδήλωσεν ὅτι αἱ ἐκλογαὶ ἦσαν νόθοι καὶ ὅτι ἔχει εἰς τὴν διάθεσίν του στοιχεῖα ἀποκαλύπτοντα τὰς ἀνωμαλίας. Ὁ κ. Μπὸς ἐτόνισεν ὅτι κατὰ τὴν ψηφοφορίαν ἐσημειώθησαν ἐκφοβισμοὶ τῶν ψηφοφόρων καὶ ὅτι ὁ στρατὸς ἐπενέβη εἰς πολλὰς ἐκλογικὰς περιφερείας. Ἐξ ἄλλου ὁ ἐκλεγεὶς πρόεδρος κ. Μπαλαγκὲρ ἐδήλωσεν ὅτι θὰ σχηματίσῃ κυβέρνησιν ἐθνικῆς ἑνότητος. Κατὰ τὰ τελευταῖα ἀποτελέσματα ὁ κ. Μπαλαγκὲρ συνεκέντρωσε 57 τοῖς ἑκατὸν τῶν ψήφων. Ἀμερικανικὴ πληροφορία ἀναφέρει ὅτι ἡ διεξαγωγὴ τῶν ἐκλογῶν ὑπῆρξε γενικῶς ὁμαλή.: [40, 1455, 222, 1698]
article-ten-deputies: [619, 40, 1170, 771]
column-4: [1178, 40, 1551, 2309]
article-indian-dancer: [428, 1324, 609, 1446]
article-body: [40, 847, 413, 945]
paragraph: ΟΥΑΣΙΓΚΤΩΝ, 3. (Ἀσσοσ. Πρές). — Αἱ Ἡνωμέναι Πολιτεῖαι ἐκάλεσαν τὴν Κομμουνιστικὴν Κίναν νὰ διαλύσῃ ἀμέσως τὰς πυρηνικάς της ἐγκαταστάσεις καὶ ὑπεσχέθησαν ὅτι δὲν θὰ καταφέρουν πρῶτοι πυρηνικὸν πλῆγμα. Ὁ Ἀμερικανὸς ἀντιπρόσωπος εἰς τὴν διάσκεψιν ἀφοπλισμοῦ ἐτόνισεν ὅτι ἡ Κίνα ἀποτελεῖ κίνδυνον διὰ τὴν παγκόσμιον εἰρήνην καὶ ὅτι πρέπει νὰ προσχωρήσῃ εἰς τὴν συνθήκην ἀπαγορεύσεως τῶν πυρηνικῶν δοκιμῶν. Ὁ κ. Φόστερ ἐζήτησε τὴν ἔναρξιν διαπραγματεύσεων διὰ τὴν μείωσιν τῶν πυρηνικῶν ὁπλοστασίων.: [1178, 1270, 1424, 1502]
headline: Νόθοι εἶναι αἱ προεδρικαὶ ἐκλογαὶ εἰς τὸν Ἅγιον Δομίνικον ὑποστηρίζει ὁ ἡττηθεὶς κ. Μπὸς: [50, 1276, 403, 1419]
paragraph: ΑΘΗΝΑΙ, 3. — Κατὰ τὴν συνεδρίασιν τοῦ διοικητικοῦ συμβουλίου τοῦ Πανελληνίου Ἰατρικοῦ Συλλόγου ἀπεφασίσθη ἡ κήρυξις δυναμικοῦ ἀγῶνος διὰ τὴν ρύθμισιν τῶν ἐκκρεμῶν ζητημάτων τοῦ κλάδου. Οἱ ἰατροὶ ζητοῦν τὴν βελτίωσιν τῶν ἀποδοχῶν των εἰς τὸ ΙΚΑ καὶ τὴν ἐφαρμογὴν τοῦ νόμου περὶ ἰατρικῆς περιθάλψεως. Ἐὰν μέχρι τέλους τοῦ μηνὸς δὲν ἱκανοποιηθοῦν τὰ αἰτήματά των, θὰ προβοῦν εἰς διαδοχικὰς ἀπεργίας.: [40, 1176, 413, 1262]
paragraph: ΚΩΝΣΤΑΝΤΙΝΟΥΠΟΛΙΣ, 3. (Ἀσσ. Πρές). — Ἕνδεκα ἄτομα ἐφονεύθησαν καὶ εἴκοσι ἐτραυματίσθησαν ὅταν λεωφορεῖον ἔπεσεν εἰς χαράδραν πλησίον τῆς Σμύρνης.: [1178, 596, 1551, 631]
article-body: [428, 786, 609, 871]
section-kicker: ΤΑ ΠΥΡΗΝΙΚΑ ΟΠΛΑ: [1443, 328, 1542, 340]
paragraph: ΛΟΝΔΙΝΟΝ, 3. (Ρώυτερ). — Θὰ ἐπαναληφθοῦν προσεχῶς αἱ διαπραγματεύσεις μεταξὺ τῆς ἑλληνικῆς κυβερνήσεως καὶ τῆς Βρεταννικῆς ἑταιρείας διὰ τὴν προμήθειαν ἀντιρασπιστρῶν. Αἱ συνομιλίαι εἶχον διακοπῆ λόγῳ διαφωνιῶν ἐπὶ τῶν ὅρων πληρωμῆς.: [619, 1733, 1170, 1770]
column-rule: [614, 40, 615, 2309]
subheadline: ΚΑΙ ΥΠΟΣΧΕΤΑΙ ΝΑ ΜΗ ΚΑΤΑΦΕΡΗ ΤΟ ΠΡΩΤΟΝ ΠΥΡΗΝΙΚΟΝ ΠΛΗΓΜΑ: [1250, 1229, 1480, 1268]
article-saigon-nun: [428, 417, 609, 589]
article-body: [1178, 1051, 1551, 1100]
paragraph: ΟΥΑΣΙΓΚΤΩΝ, 3. (Ἀσσοσ. Πρές). — Ὁ Ἀμερικανὸς ὑπουργὸς Ἐξωτερικῶν κ. Ντὴν Ράσκ ἐδήλωσεν ὅτι αἱ Ἡνωμέναι Πολιτεῖαι εἶναι διατεθειμέναι νὰ τερματίσουν τοὺς βομβαρδισμοὺς τοῦ Βορείου Βιετνὰμ ἐὰν τὸ Ἀνόι διακόψῃ τὰς διεισδύσεις ἀνδρῶν καὶ ὑλικοῦ εἰς τὸ Νότιον Βιετνάμ. Ὁ κ. Ράσκ ἐτόνισεν ὅτι ἡ Οὐάσιγκτων ἀναμένει θετικὴν ἀπάντησιν ἐκ μέρους τοῦ Ἀνόι. ΧΟΥΕ, 3. (Ρώυτερ). — Οἱ ἡγέται τῶν βουδδιστῶν ἐδήλωσαν ὅτι θὰ ἀπόσχουν τῶν ἐκλογῶν ἐὰν αὗται διεξαχθοῦν ὑπὸ τῆς στρατιωτικῆς χούντας. Εἰς τὴν πόλιν Χουὲ σημειοῦνται συνεχεῖς διαδηλώσεις κατὰ τῆς κυβερνήσεως τοῦ στρατηγοῦ Κὺ.: [619, 999, 890, 1182]
headline: Η ΕΚΘΕΣΙΣ ΤΟΥ ΕΠΙΤΡΟΠΟΥ ΤΟΥ ΑΝΑΘΕΩΡΗΤΙΚΟΥ ΕΠΙ ΤΗΣ ΔΙΑΒΙΩΣΕΩΣ ΤΩΝ ΚΡΑΤΟΥΜΕΝΩΝ ΑΞΙΩΜΑΤΙΚΩΝ: [726, 1505, 1063, 1541]
article-nonaligned-summit: [1178, 641, 1551, 758]
article-cyprus-coldness: [40, 40, 413, 401]
headline: ΘΑ ΕΠΑΝΑΛΗΦΘΟΥΝ ΑΙ ΔΙΑΠΡΑΓΜΑΤΕΥΣΕΙΣ ΔΙΑ ΤΗΝ ΠΡΟΜΗΘΕΙΑΝ ΤΩΝ ΑΝΤΙΡΑΣΠΙΣΤΡΩΝ: [701, 1695, 1088, 1731]
paragraph: ΠΕΚΙΝΟΝ, 3. (Ρώυτερ). — Ὁ ραδιοφωνικὸς σταθμὸς τοῦ Πεκίνου ἀνήγγειλεν ὅτι ὁ Μάο Τσὲ Τοὺγκ ἤρχισε διορισμοὺς εἰς τὰς θέσεις τῶν ἀντικατασταθέντων ἀξιωματούχων τοῦ κόμματος. Ὁ νέος δήμαρχος τοῦ Πεκίνου ὡρίσθη ὁ κ. Λὶ Χσουεὴ Φὲνγκ, πρώην γραμματεὺς τῆς Βορείου Κίνας. Τὸ Ἐθνικὸν πρακτορεῖον Κίνας ἀνήγγειλεν ὅτι ἡ ἐκκαθάρισις θὰ συνεχισθῇ εἰς ὅλας τὰς βαθμίδας τοῦ κόμματος.: [428, 259, 609, 405]
paragraph: ΝΤΗΤΡΟΪΤ, 3. (Ρώυτερ). — Αἱ πωλήσεις ἀμερικανικῶν αὐτοκινήτων παρουσίασαν μικρὰν κάμψιν κατὰ τὸν τελευταῖον μῆνα.: [1178, 877, 1551, 914]
article-shah-belgrade: [428, 1568, 609, 1691]
paragraph: ΛΕΥΚΩΣΙΑ, 3. (Τοῦ ἀνταποκριτοῦ μας). — Τὸ ὑπουργικὸν συμβούλιον συνεδρίασε ὑπὸ τὴν προεδρίαν τοῦ Μακαρίου ἐπὶ τῷ ἐπισκέψει τοῦ Ἄγγλου ὑπουργοῦ κ. Μπόττομλυ. Ἡ συνάντησις ἐγένετο εἰς ἀτμόσφαιραν ψυχρότητος, ὁ δὲ ὑπουργὸς ἐπανέλαβε τὰς γνωστὰς θέσεις τῆς Βρεταννικῆς κυβερνήσεως διὰ τὸ Κυπριακὸν. Αἱ συνομιλίαι διεξήχθησαν ἐπὶ μίαν περίπου ὥραν καὶ κατ᾿ αὐτὰς ἐξητάσθησαν τὰ ζητήματα τῶν βάσεων καὶ τῆς ἀσφαλείας τῆς νήσου. Ὁ Ἄγγλος ὑπουργὸς ἐδήλωσεν ὅτι ἡ Βρεταννία δὲν ἀναμειγνύεται εἰς τὰ ἐσωτερικὰ τῆς Κύπρου, ἐνῶ ἡ στάσις του ἔναντι τῶν Τουρκοκυπρίων ἐχαρακτηρίσθη ὡς ἐνθαρρυντικὴ διὰ τοὺς στασιαστάς. Ὁ κ. Μπόττομλυ ἐπεσκέφθη κατόπιν τὸν ἡγέτην τῶν Τουρκοκυπρίων καὶ συνωμίλησε μετ᾿ αὐτοῦ. Κυβερνητικοὶ κύκλοι ἐξέφρασαν τὴν δυσαρέσκειάν των διὰ τὴν συμπεριφορὰν τοῦ Ἄγγλου ὑπουργοῦ.: [40, 210, 413, 381]
section-kicker: Ο ΚΑΙΡΟΣ ΣΗΜΕΡΟΝ: [774, 1434, 875, 1446]
headline: ΕΙΔΙΚΑ ΜΕΤΡΑ ΔΙΑ ΤΗΝ ΕΞΥΓΙΑΝΣΙΝ ΤΟΥ ΤΑΜΕΙΟΥ ΤΩΝ ΠΡΟΤΕΙΝΟΥΝ ΟΙ ΕΚΠΡΟΣΩΠΟΙ ΕΜΠΟΡΙΚΩΝ ΣΥΛΛΟΓΩΝ: [91, 407, 361, 455]
subheadline: Εἶναι πρόθυμοι νὰ παραιτηθοῦν τῆς βουλευτικῆς ἀσυλίας των: [665, 188, 1124, 240]
paragraph: ΣΑΪΓΚΟΝ, 4. (Ἀσσ. Πρές). — Νεαρὰ βουδδίστρια μοναχὴ ηὐτοπυρπολήθη σήμερον εἰς τὸν περίβολον μιᾶς παγόδας τῆς Σαΐγκὸν, διαμαρτυρομένη διὰ τὴν πολιτικὴν τῆς κυβερνήσεως. Πρόκειται περὶ τῆς ἕκτης περιπτώσεως αὐτοπυρπολήσεως ἐντὸς μιᾶς ἑβδομάδος.: [428, 466, 609, 576]
article-ere-theotokis: [40, 955, 413, 1121]
paragraph: ΣΟΦΙΑ, 3. (Γαλλ. Πρακτ.). — Νέαι ποικιλίαι σταφυλῶν ἐδημιουργήθησαν ὑπὸ τῶν γεωπονικῶν ἰνστιτούτων τῆς Βουλγαρίας.: [1178, 948, 1551, 983]
article-atomic-submarine: [1178, 993, 1551, 1109]
paragraph: ΛΟΝΔΙΝΟΝ, 3. (Ἀσσ. Πρές). — Ὁ ὑπουργὸς Ἐξωτερικῶν τῆς Μεγάλης Βρεταννίας κ. Στιούαρτ ἐδήλωσεν ὅτι ἡ Συμμαχία τοῦ Βορείου Ἀτλαντικοῦ δὲν πρέπει νὰ θεωρῆται ὡς τεῖχος καλύψεως τῶν μελῶν της, ἀλλ᾿ ὡς ὄργανον προσεγγίσεως μὲ τὰς χώρας τοῦ κομμουνιστικοῦ μπλόκ. Ὁ κ. Στιούαρτ ἐτόνισεν ὅτι ἡ Βρεταννία θὰ ὑποστηρίξῃ πᾶσαν πρωτοβουλίαν ἀποβλέπουσαν εἰς τὴν μείωσιν τῆς διεθνοῦς ἐντάσεως. ΒΑΡΣΟΒΙΑ, 3. (Ἠνωμ. Τύπος). — Ἡ Δανία προτείνει τὴν σύγκλησιν διασκέψεως διὰ τὴν εὐρωπαϊκὴν ἀσφάλειαν. ΝΤΟΡΤΜΟΥΝΤ, 3. — Διαδηλώσεις κατὰ τῶν πυρηνικῶν ὅπλων ἐπραγματοποιήθησαν εἰς διαφόρους πόλεις τῆς Δυτικῆς Γερμανίας.: [1178, 206, 1551, 352]
subheadline: Ἡ διεξαγωγὴ ἐκλογῶν ὑπὸ τῆς χούντας θὰ ὁδηγήσῃ εἰς ἀποχὴν τῶν βουδδιστῶν: [661, 953, 1128, 996]
section-kicker: ΔΙΣΑΡΕΣΚΕΙΑ: [484, 242, 552, 254]
article-body: [428, 1827, 609, 1887]
section-kicker: ΣΧΟΛΙΑ ΤΗΣ ΕΡΕ: [1064, 244, 1147, 256]
paragraph: ΒΕΛΙΓΡΑΔΙΟΝ, 3. (Ἀνταπ.). — Ἡ Γιουγκοσλαβία, ἡ Ἰνδία καὶ ἡ Αἴγυπτος συνεφώνησαν εἰς τὴν προσεχῆ σύγκλησιν διασκέψεως κορυφῆς τῶν ἀδεσμεύτων χωρῶν. Ἡ διάσκεψις θὰ πραγματοποιηθῇ εἰς Νέαν Δελχὶ τὸν προσεχῆ Ὀκτώβριον.: [1178, 699, 1551, 747]
article-mao-appointments: [428, 40, 609, 417]
paragraph: ΘΕΣΣΑΛΟΝΙΚΗ, 3. — Μὲ δυσφορίαν στηρίζομεν τὴν κυβέρνησιν, δηλοῦμεν ὅμως ὅτι θὰ συνεχίσωμεν νὰ τὴν ὑποστηρίζωμεν μέχρι τῶν ἐκλογῶν, ἐτόνισεν ὁ ἀφιχθεὶς σήμερον εἰς Θεσσαλονίκην ἀντιπρόεδρος τῆς ΕΡΕ κ. Θεοτόκης. Ὁ κ. Θεοτόκης προσεφώνησε τὰ μέλη τῆς τοπικῆς ὀργανώσεως καὶ ἀνεφέρθη εἰς τὰ προβλήματα τῆς Βορείου Ἑλλάδος. Ἐτόνισεν ὅτι ἡ παράταξις τῆς ΕΡΕ θὰ διεκδικήσῃ τὴν ἐξουσίαν διὰ τῆς λαϊκῆς ψήφου καὶ ὅτι ἡ διεξαγωγὴ ἐκλογῶν εἶναι ἡ μόνη λύσις διὰ τὴν ὁμαλοποίησιν τῆς πολιτικῆς ζωῆς τῆς χώρας.: [40, 1011, 413, 1109]
byline: ΣΠΥΡΟΣ ΛΥΜΠΕΡΟΠΟΥΛΟΣ: [1418, 1502, 1551, 1513]
article-body: [40, 1177, 413, 1263]
headline: «ΜΕ ΔΥΣΦΟΡΙΑΝ Η ΕΡΕ ΣΤΗΡΙΖΕΙ ΤΗΝ ΚΥΒΕΡΝΗΣΙΝ» ΕΤΟΝΙΣΕΝ Ο ΑΦΙΧΘΕΙΣ ΕΙΣ ΘΕΣΣΑΛΟΝΙΚΗΝ κ. ΘΕΟΤΟΚΗΣ: [84, 961, 369, 1009]
article-body: [428, 920, 609, 1017]
article-toumbas-stewart: [40, 791, 413, 955]
column-2: [428, 40, 609, 2309]
paragraph: ΛΕΟΠΟΛΝΤΒΙΛ, 3. (Ρώυτερ). — Κυβερνητικοὶ ἐκπρόσωποι διαψεύδουν τὰς εἰδήσεις περὶ μαζικῶν αὐτοκτονιῶν εἰς τὰς ἐπαρχίας τοῦ Κογκό. Ἐπίσημος ἀνακοίνωσις χαρακτηρίζει τὰς πληροφορίας ὡς ἀνυποστάτους.: [428, 1066, 609, 1152]
article-body: [619, 1544, 1170, 1679]
headline: ΟΙΚΟΓΕΝΕΙΑ ΛΕΥΚΩΝ ΕΞΕΤΕΛΕΣΘΗ ΕΙΣ ΡΟΔΕΣΙΑΝ: [451, 755, 585, 783]
article-doctors-struggle: [40, 1120, 413, 1272]
paragraph: ΚΑΛΚΟΥΤΤΑ, 3. (Ἀσσ. Πρές). — Γνωστὸς Ἰνδὸς χορευτὴς ἀπέθανε τραγικῶς ὅταν ἡ σκηνὴ ἐπὶ τῆς ὁποίας ἐχόρευε ἐπυρπολήθη κατὰ τὴν διάρκειαν παραστάσεως. Οἱ θεαταὶ διεσώθησαν.: [428, 1360, 609, 1433]
paragraph: ΟΥΑΣΙΓΚΤΩΝ, 3. (Ἀσσοσ. Πρές). — Ὁ Ἀμερικανὸς ὑπουργὸς Ἐξωτερικῶν κ. Ντὴν Ράσκ ἐδήλωσεν ὅτι αἱ Ἡνωμέναι Πολιτεῖαι εἶναι διατεθειμέναι νὰ τερματίσουν τοὺς βομβαρδισμοὺς τοῦ Βορείου Βιετνὰμ ἐὰν τὸ Ἀνόι διακόψῃ τὰς διεισδύσεις ἀνδρῶν καὶ ὑλικοῦ εἰς τὸ Νότιον Βιετνάμ. Ὁ κ. Ράσκ ἐτόνισεν ὅτι ἡ Οὐάσιγκτων ἀναμένει θετικὴν ἀπάντησιν ἐκ μέρους τοῦ Ἀνόι. ΧΟΥΕ, 3. (Ρώυτερ). — Οἱ ἡγέται τῶν βουδδιστῶν ἐδήλωσαν ὅτι θὰ ἀπόσχουν τῶν ἐκλογῶν ἐὰν αὗται διεξαχθοῦν ὑπὸ τῆς στρατιωτικῆς χούντας. Εἰς τὴν πόλιν Χουὲ σημειοῦνται συνεχεῖς διαδηλώσεις κατὰ τῆς κυβερνήσεως τοῦ στρατηγοῦ Κὺ.: [899, 999, 1170, 1187]
article-romanians-criticized: [1178, 362, 1551, 489]
section-kicker: Η ΠΡΟΤΑΣΙΣ ΤΗΣ ΔΑΝΙΑΣ: [1452, 297, 1533, 322]
headline: Η ΟΥΑΣΙΓΚΤΩΝ ΔΕΧΕΤΑΙ ΝΑ ΤΕΡΜΑΤΙΣΗ ΤΟΥΣ ΒΟΜΒΑΡΔΙΣΜΟΥΣ ΕΙΣ ΒΙΕΤΝΑΜ ΕΑΝ ΤΟ ΑΝΟΙ ΔΙΑΚΟΨΗ ΤΑΣ ΔΙΕΙΣΔΥΣΕΙΣ: [731, 776, 1058, 953]
article-body: [428, 1606, 609, 1680]
article-body: [40, 211, 413, 382]
headline: Ο ΠΡΟΕΔΡΟΣ ΣΟΕΚΑΡΝΟ ΦΕΡΕΙ ΣΥΝΕΧΩΣ ΕΜΠΟΔΙΑ ΕΙΣ ΤΗΝ ΡΥΘΜΙΣΙΝ ΤΩΝ ΣΧΕΣΕΩΝ ΜΕ ΤΗΝ ΜΑΛΑΙΣΙΑΝ: [1221, 765, 1508, 792]
section-kicker: ΠΑΡΑΙΤΟΥΝΤΑΙ ΤΗΣ ΑΣΥΛΙΑΣ: [917, 244, 1012, 268]
headline: ΔΙΑΦΩΝΟΥΝ ΤΑ ΠΕΡΙ ΑΥΤΟΚΤΟΝΙΩΝ ΕΙΣ ΤΟ ΚΟΓΚΟ: [448, 1036, 588, 1064]
headline: Ο ΤΙΤΟ ΕΛΑΒΕ ΤΗΝ ΕΤΗΣΙΑΝ ΑΔΕΙΑΝ ΤΟΥ: [451, 889, 585, 917]
article-body: [619, 1813, 1170, 1947]
headline: ΟΙ ΙΑΤΡΟΙ ΘΑ ΑΠΟΔΥΘΟΥΝ ΕΙΣ ΔΥΝΑΜΙΚΟΝ ΑΓΩΝΑ ΔΙΑ ΤΗΝ ΡΥΘΜΙΣΙΝ ΤΩΝ ΕΚΚΡΕΜΩΝ ΖΗΤΗΜΑΤΩΝ ΤΩΝ: [89, 1127, 363, 1174]
paragraph: ΣΑΛΙΣΜΠΕΡΥ, 3. (Ἠνωμ. Τύπος). — Λευκὸς ἀγρότης, ἡ σύζυγός του καὶ τὰ τέκνα των εὑρέθησαν νεκροὶ εἰς τὸ ἀγρόκτημά των πλησίον τῆς Σαλίσμπερυ. Ἡ ἀστυνομία πιστεύει ὅτι πρόκειται περὶ ἐκτελέσεως ὑπὸ ἐθνικιστῶν ἀνταρτῶν.: [428, 785, 609, 870]
headline: Ο ΜΑΟ ΤΣΕ ΤΟΥΓΚ ΗΡΧΙΣΕ ΔΙΟΡΙΣΜΟΥΣ ΕΙΣ ΤΑΣ ΘΕΣΕΙΣ ΤΩΝ ΑΝΤΙΚΑΤΑΣΤΑΘΕΝΤΩΝ: [451, 47, 585, 87]
paragraph: ΣΥΝΕΧΕΙΑ ΕΚ ΤΗΣ 5ης ΣΕΛΙΔΟΣ — Ὁ ἐπίτροπος τοῦ Ἀναθεωρητικοῦ Δικαστηρίου ὑπέβαλε τὴν ἔκθεσίν του ἐπὶ τῶν συνθηκῶν διαβιώσεως τῶν κρατουμένων ἀξιωματικῶν. Εἰς τὴν ἔκθεσιν ἀναφέρεται ὅτι αἱ συνθῆκαι εἶναι ἱκανοποιητικαὶ καὶ ὅτι οἱ κρατούμενοι τυγχάνουν τῆς δεούσης μεταχειρίσεως. Οἱ συνήγοροι τῆς ὑπερασπίσεως ἀμφισβητοῦν τὰ συμπεράσματα τῆς ἐκθέσεως καὶ ζητοῦν τὴν ἐπανεξέτασιν τοῦ θέματος ὑπὸ τοῦ δικαστηρίου.: [899, 1544, 1170, 1678]
headline: ΝΑΥΤΙΚΟΣ ΕΠΕΣΕΝ ΕΙΣ ΤΗΝ ΘΑΛΑΣΣΑΝ: [453, 1698, 583, 1725]
paragraph: ΠΡΑΓΑ, 3. (Ρώυτερ). — Κατὰ τὴν τελετὴν λήξεως τοῦ συνεδρίου τοῦ κομμουνιστικοῦ κόμματος τῆς Τσεχοσλοβακίας ἐπεκρίθη ἡ στάσις τῶν Ρουμάνων ἀντιπροσώπων. Οἱ σύνεδροι ἐξέφρασαν τὴν συσπείρωσιν τῶν κομμάτων περιξ τῆς Σοβιετικῆς Ἑνώσεως.: [1178, 419, 1551, 479]
paragraph: ΠΕΚΙΝΟΝ, 3. (Ρώυτερ). — Ὁ ραδιοφωνικὸς σταθμὸς τοῦ Πεκίνου ἀνήγγειλεν ὅτι ὁ Μάο Τσὲ Τοὺγκ ἤρχισε διορισμοὺς εἰς τὰς θέσεις τῶν ἀντικατασταθέντων ἀξιωματούχων τοῦ κόμματος. Ὁ νέος δήμαρχος τοῦ Πεκίνου ὡρίσθη ὁ κ. Λὶ Χσουεὴ Φὲνγκ, πρώην γραμματεὺς τῆς Βορείου Κίνας. Τὸ Ἐθνικὸν πρακτορεῖον Κίνας ἀνήγγειλεν ὅτι ἡ ἐκκαθάρισις θὰ συνεχισθῇ εἰς ὅλας τὰς βαθμίδας τοῦ κόμματος.: [428, 89, 609, 236]
headline: ΕΠΙΘΥΜΟΥΝ ΤΗΝ ΔΙΕΞΑΓΩΓΗΝ ΔΙΚΗΣ ΟΙ ΔΕΚΑ ΒΟΥΛΕΥΤΑΙ ΤΗΣ ΕΝ. ΚΕΝΤΡΟΥ ΔΙΑ ΝΑ ΑΠΟΔΕΙΧΘΗ ΠΛΗΡΩΣ ΤΟ ΟΡΓΙΟΝ: [718, 46, 1071, 188]
subheadline: Ἐνθαρρυντικὴ τῶν στασιαστῶν ἡ συμπεριφορὰ τοῦ Μπόττομλυ: [81, 166, 372, 207]
article-menderes-eggs: [428, 589, 609, 748]
headline: ΝΕΑΙ ΠΟΙΚΙΛΙΑΙ ΣΤΑΦΥΛΩΝ ΕΙΣ ΒΟΥΛΓΑΡΙΑΝ: [1263, 930, 1467, 945]
column-rule: [1174, 40, 1175, 2309]
headline: ΚΑΙ ΑΛΛΑΙ ΔΙΚΑΙ ΠΟΛΙΤΙΚΩΝ ΕΙΣ ΤΟ ΚΟΓΚΟ: [1265, 495, 1465, 510]
